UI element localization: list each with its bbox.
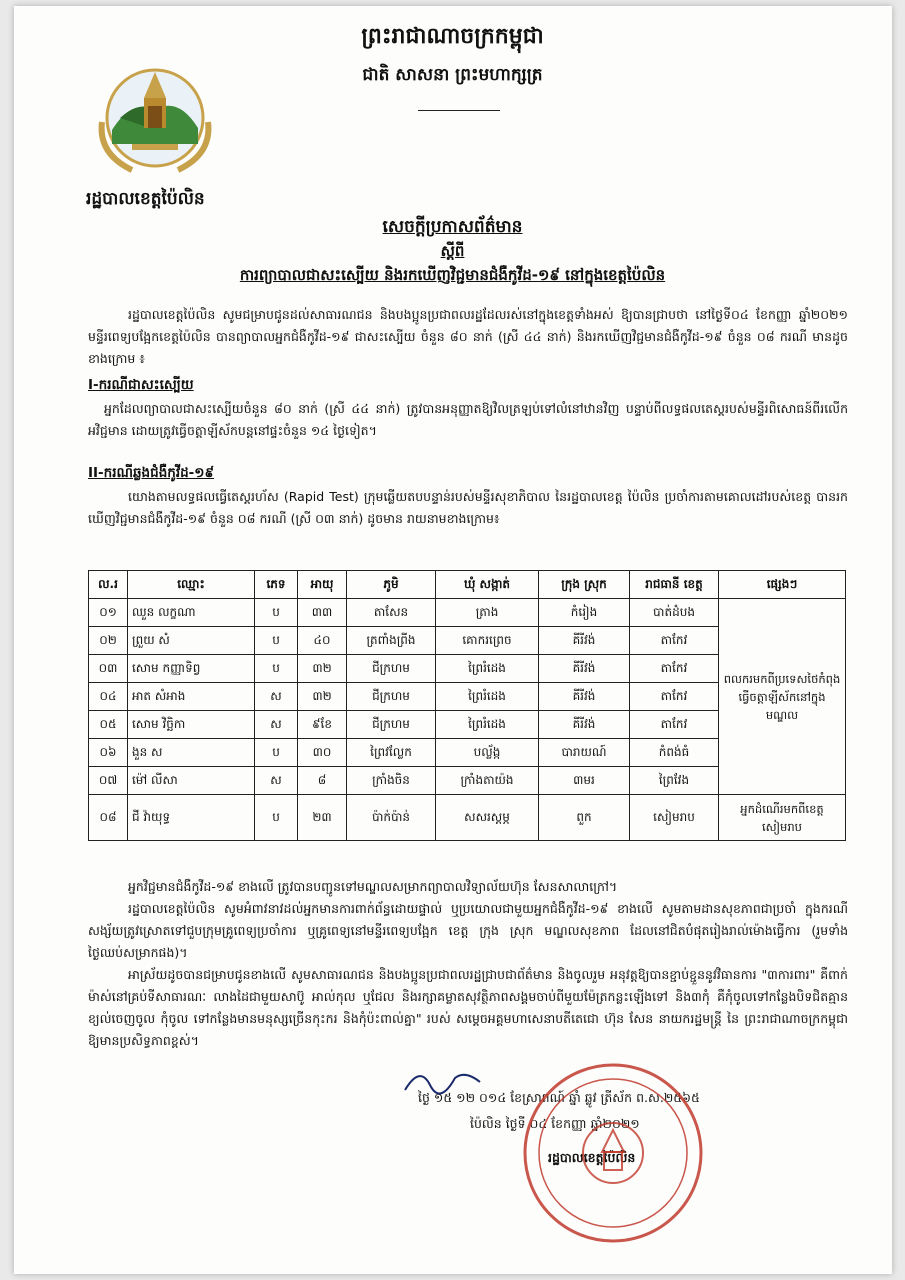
table-cell: ០៧ [89, 767, 128, 795]
table-cell: កំរៀង [539, 599, 630, 627]
table-cell: ប [255, 655, 298, 683]
table-cell: ស [255, 711, 298, 739]
national-motto: ជាតិ សាសនា ព្រះមហាក្សត្រ [362, 65, 543, 85]
section-positive-heading: II-ករណីឆ្លងជំងឺកូវីដ-១៩ [88, 465, 215, 481]
table-cell: គោករព្រេច [436, 627, 539, 655]
table-cell: ងួន ស [128, 739, 255, 767]
table-cell: ក្រាំងតាយ៉ង [436, 767, 539, 795]
table-cell: ៣០ [298, 739, 347, 767]
section-recovered-text: អ្នកដែលព្យាបាលជាសះស្បើយចំនួន ៨០ នាក់ (ស្រី ៤៤ នាក់) ត្រូវបានអនុញ្ញាតឱ្យវិលត្រឡប់ទៅលំនៅឋានវិញ បន្ទាប់ពីលទ្ធផលតេស្តរបស់មន្ទីរពិសោធន៍ពីរលើក អវិជ្ជមាន ដោយត្រូវធ្វើចត្តាឡីស័កបន្តនៅផ្ទះចំនួន ១៤ ថ្ងៃទៀត។ [88, 401, 848, 438]
table-cell: ប៉ាក់ប៉ាន់ [347, 795, 436, 841]
document-title: សេចក្តីប្រកាសព័ត៌មាន [382, 217, 523, 237]
table-cell: គីរីវង់ [539, 683, 630, 711]
table-cell: ព្រៃរំដេង [436, 683, 539, 711]
title-subject-label: ស្តីពី [440, 242, 465, 260]
table-cell: ឈួន លក្ខណា [128, 599, 255, 627]
table-cell: ៣២ [298, 655, 347, 683]
table-cell: តាកែវ [630, 627, 719, 655]
table-cell: ៤០ [298, 627, 347, 655]
table-cell: ព្រួយ សំ [128, 627, 255, 655]
table-cell: តាសែន [347, 599, 436, 627]
table-cell: ប [255, 795, 298, 841]
table-cell: ព្រៃវល្លែក [347, 739, 436, 767]
table-cell: ជីក្រហម [347, 655, 436, 683]
table-cell: ព្រៃវែង [630, 767, 719, 795]
table-cell: បារាយណ៍ [539, 739, 630, 767]
table-cell: ៨ [298, 767, 347, 795]
table-cell: សៀមរាប [630, 795, 719, 841]
table-cell: ០៤ [89, 683, 128, 711]
table-cell: សោម កញ្ញាទិព្វ [128, 655, 255, 683]
signing-date: ប៉ៃលិន ថ្ងៃទី ០៤ ខែកញ្ញា ឆ្នាំ២០២១ [470, 1116, 640, 1131]
table-cell: ជីក្រហម [347, 683, 436, 711]
table-row [89, 599, 846, 627]
header-cell: រាជធានី ខេត្ត [630, 571, 719, 599]
header-cell: ក្រុង ស្រុក [539, 571, 630, 599]
table-cell: ម៉ៅ លីសា [128, 767, 255, 795]
table-cell: គីរីវង់ [539, 711, 630, 739]
table-cell: គីរីវង់ [539, 627, 630, 655]
table-cell: ព្រៃរំដេង [436, 655, 539, 683]
table-cell: កំពង់ធំ [630, 739, 719, 767]
section-recovered-heading: I-ករណីជាសះស្បើយ [88, 377, 194, 393]
table-cell: គីរីវង់ [539, 655, 630, 683]
kingdom-heading: ព្រះរាជាណាចក្រកម្ពុជា [361, 24, 544, 49]
table-cell: តាកែវ [630, 711, 719, 739]
header-cell: ល.រ [89, 571, 128, 599]
table-cell: ០២ [89, 627, 128, 655]
table-cell: បល្ល័ង្ក [436, 739, 539, 767]
table-cell: ៣មរ [539, 767, 630, 795]
table-header-row [89, 571, 846, 599]
table-cell: ០៨ [89, 795, 128, 841]
header-cell: ឈ្មោះ [128, 571, 255, 599]
table-cell: ត្រាង [436, 599, 539, 627]
table-cell: ត្រពាំងព្រីង [347, 627, 436, 655]
table-row [89, 795, 846, 841]
header-cell: ឃុំ សង្កាត់ [436, 571, 539, 599]
lunar-date: ថ្ងៃ ១៥ ១២ ០១៤ ខែស្រាពណ៍ ឆ្នាំ ឆ្លូវ ត្រីស័ក ព.ស.២៥៦៥ [418, 1090, 700, 1105]
table-cell: ២៣ [298, 795, 347, 841]
table-cell: តាកែវ [630, 683, 719, 711]
table-cell: ៣៣ [298, 599, 347, 627]
table-cell: សោម វិច្ឆិកា [128, 711, 255, 739]
header-cell: ភូមិ [347, 571, 436, 599]
province-emblem-icon [92, 58, 218, 182]
table-cell: អាត សំអាង [128, 683, 255, 711]
table-cell: ជីក្រហម [347, 711, 436, 739]
organization-name: រដ្ឋបាលខេត្តប៉ៃលិន [86, 189, 205, 209]
header-cell: អាយុ [298, 571, 347, 599]
signatory-office: រដ្ឋបាលខេត្តប៉ៃលិន [548, 1150, 636, 1165]
table-cell: ប [255, 627, 298, 655]
header-cell: ភេទ [255, 571, 298, 599]
table-cell: ប [255, 599, 298, 627]
title-subject: ការព្យាបាលជាសះស្បើយ និងរកឃើញវិជ្ជមានជំងឺកូវីដ-១៩ នៅក្នុងខេត្តប៉ៃលិន [239, 266, 666, 284]
table-cell: ០៦ [89, 739, 128, 767]
table-cell: ព្រៃរំដេង [436, 711, 539, 739]
intro-paragraph: រដ្ឋបាលខេត្តប៉ៃលិន សូមជម្រាបជូនដល់សាធារណជន និងបងប្អូនប្រជាពលរដ្ឋដែលរស់នៅក្នុងខេត្តទាំងអស់ ឱ្យបានជ្រាបថា នៅថ្ងៃទី០៤ ខែកញ្ញា ឆ្នាំ២០២១ មន្ទីរពេទ្យបង្អែកខេត្តប៉ៃលិន បានព្យាបាលអ្នកជំងឺកូវីដ-១៩ ជាសះស្បើយ ចំនួន ៨០ នាក់ (ស្រី ៤៤ នាក់) និងរកឃើញវិជ្ជមានជំងឺកូវីដ-១៩ ចំនួន ០៨ ករណី មានដូចខាងក្រោម ៖ [88, 307, 848, 366]
table-cell: សសរស្តម្ភ [436, 795, 539, 841]
table-note-cell: ពលករមកពីប្រទេសថៃកំពុងធ្វើចត្តាឡីស័កនៅក្នុងមណ្ឌល [719, 599, 846, 795]
signature-icon [400, 1060, 490, 1100]
table-cell: ពួក [539, 795, 630, 841]
table-cell: បាត់ដំបង [630, 599, 719, 627]
table-cell: តាកែវ [630, 655, 719, 683]
table-note-cell: អ្នកដំណើរមកពីខេត្តសៀមរាប [719, 795, 846, 841]
table-cell: ០១ [89, 599, 128, 627]
table-cell: ស [255, 683, 298, 711]
cases-table [88, 570, 846, 841]
table-cell: ស [255, 767, 298, 795]
official-stamp-icon [520, 1060, 706, 1246]
table-cell: ក្រាំងចិន [347, 767, 436, 795]
closing-paragraph: អាស្រ័យដូចបានជម្រាបជូនខាងលើ សូមសាធារណជន និងបងប្អូនប្រជាពលរដ្ឋជ្រាបជាព័ត៌មាន និងចូលរួម អនុវត្តឱ្យបានខ្ជាប់ខ្ជួននូវវិធានការ "៣ការពារ" គឺពាក់ម៉ាស់នៅគ្រប់ទីសាធារណៈ លាងដៃជាមួយសាប៊ូ អាល់កុល ឬជែល និងរក្សាគម្លាតសុវត្ថិភាពសង្គមចាប់ពីមួយម៉ែត្រកន្លះឡើងទៅ និង៣កុំ គឺកុំចូលទៅកន្លែងបិទជិតគ្មានខ្យល់ចេញចូល កុំចូល ទៅកន្លែងមានមនុស្សច្រើនកុះករ និងកុំប៉ះពាល់គ្នា" របស់ សម្តេចអគ្គមហាសេនាបតីតេជោ ហ៊ុន សែន នាយករដ្ឋមន្ត្រី នៃ ព្រះរាជាណាចក្រកម្ពុជា ឱ្យមានប្រសិទ្ធភាពខ្ពស់។ [88, 967, 848, 1048]
referral-paragraph: អ្នកវិជ្ជមានជំងឺកូវីដ-១៩ ខាងលើ ត្រូវបានបញ្ជូនទៅមណ្ឌលសម្រាកព្យាបាលវិទ្យាល័យហ៊ុន សែនសាលាក្រៅ។ [128, 879, 618, 894]
table-cell: ប [255, 739, 298, 767]
table-cell: ៩ខែ [298, 711, 347, 739]
header-cell: ផ្សេងៗ [719, 571, 846, 599]
motto-divider [418, 110, 500, 111]
table-cell: ជី វ៉ាយុទ្ធ [128, 795, 255, 841]
appeal-paragraph: រដ្ឋបាលខេត្តប៉ៃលិន សូមអំពាវនាវដល់អ្នកមានការពាក់ព័ន្ធដោយផ្ទាល់ ឬប្រយោលជាមួយអ្នកជំងឺកូវីដ-១៩ ខាងលើ សូមតាមដានសុខភាពជាប្រចាំ ក្នុងករណីសង្ស័យត្រូវស្រោតទៅជួបក្រុមគ្រូពេទ្យប្រចាំការ ឬគ្រូពេទ្យនៅមន្ទីរពេទ្យបង្អែក ខេត្ត ក្រុង ស្រុក មណ្ឌលសុខភាព ដែលនៅជិតបំផុតរៀងរាល់ម៉ោងធ្វើការ (រួមទាំងថ្ងៃឈប់សម្រាកផង)។ [88, 901, 848, 960]
table-cell: ០៥ [89, 711, 128, 739]
table-cell: ៣២ [298, 683, 347, 711]
table-cell: ០៣ [89, 655, 128, 683]
section-positive-text: យោងតាមលទ្ធផលធ្វើតេស្តរហ័ស (Rapid Test) ក្រុមឆ្លើយតបបន្ទាន់របស់មន្ទីរសុខាភិបាល នៃរដ្ឋបាលខេត្ត ប៉ៃលិន ប្រចាំការតាមគោលដៅរបស់ខេត្ត បានរកឃើញវិជ្ជមានជំងឺកូវីដ-១៩ ចំនួន ០៨ ករណី (ស្រី ០៣ នាក់) ដូចមាន រាយនាមខាងក្រោម៖ [88, 489, 848, 526]
